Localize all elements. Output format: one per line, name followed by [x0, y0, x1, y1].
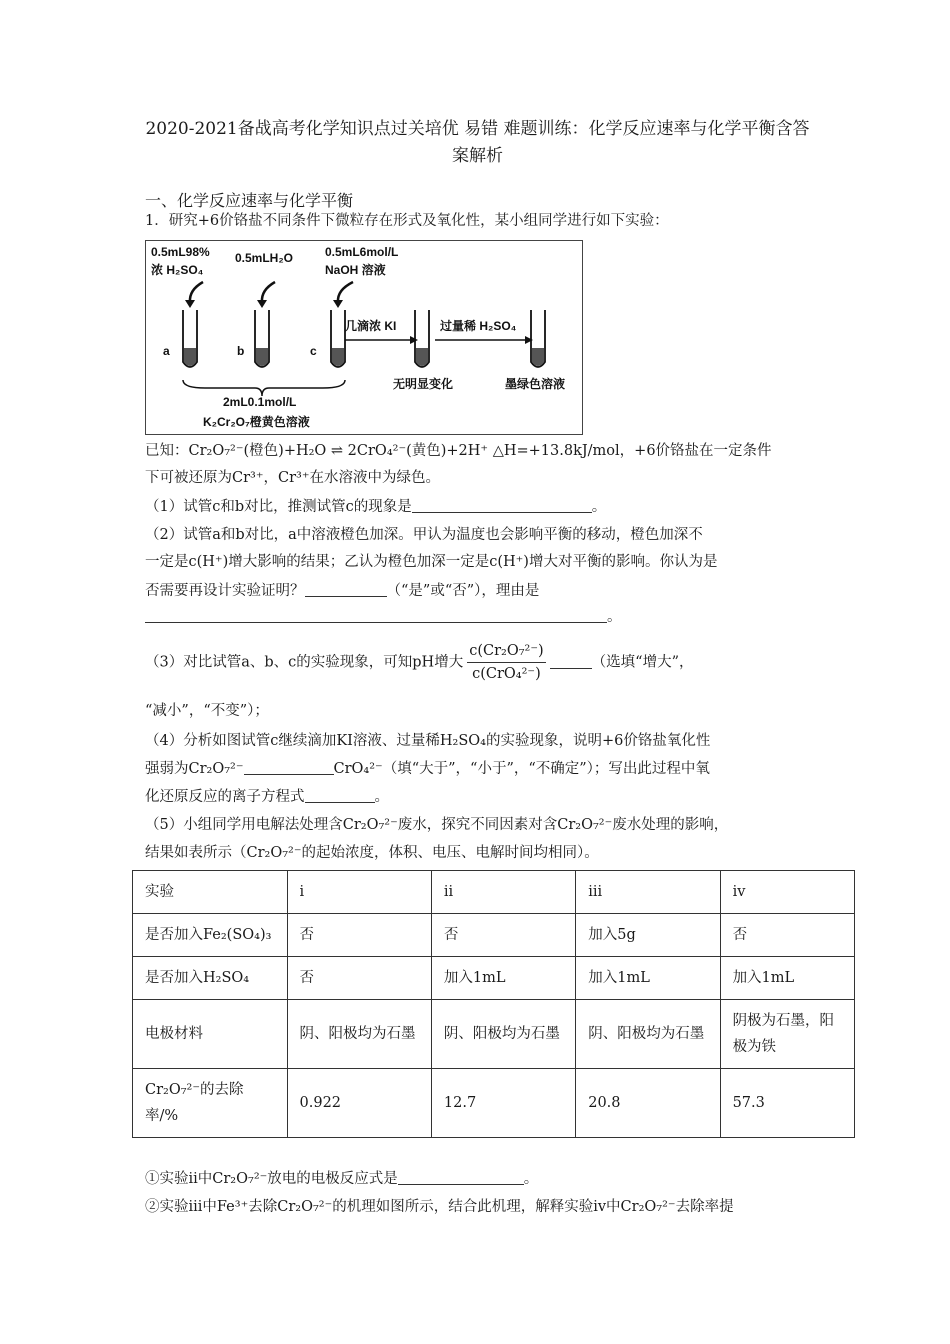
question-1-4-line2	[145, 756, 810, 783]
reagent-b: 0.5mLH₂O	[235, 251, 294, 265]
fraction-denominator: c(CrO₄²⁻)	[472, 666, 541, 682]
question-1-2-line2: 一定是c(H⁺)增大影响的结果；乙认为橙色加深一定是c(H⁺)增大对平衡的影响。你认为是	[145, 554, 718, 570]
answer-blank[interactable]	[305, 580, 387, 597]
drop-arrow-b	[262, 282, 275, 302]
fraction-numerator: c(Cr₂O₇²⁻)	[467, 640, 545, 663]
experiment-figure	[145, 240, 583, 435]
tube-c-label: c	[310, 344, 317, 358]
answer-blank[interactable]	[550, 652, 592, 669]
question-1-3-text2: （选填“增大”，	[591, 654, 694, 671]
table-header-cell: iv	[720, 871, 854, 914]
table-cell: 57.3	[720, 1069, 854, 1138]
table-cell: 加入1mL	[431, 957, 575, 1000]
answer-blank[interactable]	[145, 606, 607, 623]
answer-blank[interactable]	[244, 758, 334, 775]
table-cell: 12.7	[431, 1069, 575, 1138]
question-1-4-text: 强弱为Cr₂O₇²⁻	[145, 761, 244, 777]
drop-arrow-a	[190, 282, 203, 302]
question-1-3-text: （3）对比试管a、b、c的实验现象，可知pH增大	[145, 654, 464, 671]
table-row	[133, 914, 855, 957]
table-cell: 否	[720, 914, 854, 957]
arrow1-label: 几滴浓 KI	[345, 319, 397, 333]
reagent-c-line1: 0.5mL6mol/L	[325, 245, 399, 259]
tube-a-label: a	[163, 344, 170, 358]
question-1-5-line2: 结果如表所示（Cr₂O₇²⁻的起始浓度，体积、电压、电解时间均相同）。	[145, 845, 599, 861]
reagent-a-line1: 0.5mL98%	[151, 245, 210, 259]
table-header-row	[133, 871, 855, 914]
table-cell: 0.922	[287, 1069, 431, 1138]
table-cell: 否	[287, 957, 431, 1000]
base-line1: 2mL0.1mol/L	[223, 395, 297, 409]
table-header-cell: 实验	[133, 871, 288, 914]
question-1-2-text2: （“是”或“否”），理由是	[386, 583, 540, 599]
question-intro: 1．研究+6价铬盐不同条件下微粒存在形式及氧化性，某小组同学进行如下实验：	[145, 213, 669, 229]
base-line2: K₂Cr₂O₇橙黄色溶液	[203, 415, 310, 429]
table-cell: 电极材料	[133, 1000, 288, 1069]
table-cell: 阴、阳极均为石墨	[576, 1000, 720, 1069]
table-cell: 否	[431, 914, 575, 957]
question-1-5-1-text: ①实验ii中Cr₂O₇²⁻放电的电极反应式是	[145, 1171, 398, 1187]
table-header-cell: iii	[576, 871, 720, 914]
table-header-cell: i	[287, 871, 431, 914]
table-cell: 否	[287, 914, 431, 957]
period: 。	[523, 1171, 539, 1187]
question-1-2-line3	[145, 578, 810, 605]
question-1-5-1	[145, 1166, 810, 1193]
question-1-3-line1	[145, 640, 810, 685]
question-1-2-line1: （2）试管a和b对比，a中溶液橙色加深。甲认为温度也会影响平衡的移动，橙色加深不	[145, 527, 703, 543]
table-cell: 加入1mL	[576, 957, 720, 1000]
reagent-a-line2: 浓 H₂SO₄	[151, 263, 204, 277]
table-cell: 是否加入Fe₂(SO₄)₃	[133, 914, 288, 957]
answer-blank[interactable]	[398, 1168, 524, 1185]
result1-label: 无明显变化	[393, 377, 454, 391]
question-1-4-text3: 化还原反应的离子方程式	[145, 789, 305, 805]
period: 。	[591, 499, 607, 515]
period: 。	[607, 609, 622, 625]
table-row	[133, 1069, 855, 1138]
known-line1: 已知：Cr₂O₇²⁻(橙色)+H₂O ⇌ 2CrO₄²⁻(黄色)+2H⁺ △H=+13.8kJ/mol，+6价铬盐在一定条件	[145, 443, 772, 459]
question-1-2-text: 否需要再设计实验证明？	[145, 583, 305, 599]
question-1-4-line3	[145, 784, 810, 811]
drop-arrow-c	[338, 282, 353, 302]
brace	[183, 380, 345, 396]
table-cell: 阴极为石墨，阳极为铁	[720, 1000, 854, 1069]
question-1-2-line4	[145, 604, 810, 631]
question-1-4-text2: CrO₄²⁻（填“大于”，“小于”，“不确定”）；写出此过程中氧	[333, 761, 710, 777]
table-row	[133, 957, 855, 1000]
table-cell: 加入1mL	[720, 957, 854, 1000]
page-title: 2020-2021备战高考化学知识点过关培优 易错 难题训练：化学反应速率与化学平衡含答案解析	[145, 119, 810, 166]
reagent-c-line2: NaOH 溶液	[325, 263, 386, 277]
table-cell: 是否加入H₂SO₄	[133, 957, 288, 1000]
known-line2: 下可被还原为Cr³⁺，Cr³⁺在水溶液中为绿色。	[145, 470, 440, 486]
answer-blank[interactable]	[305, 786, 375, 803]
question-1-3-line2: “减小”，“不变”）；	[145, 703, 269, 719]
tube-b-label: b	[237, 344, 245, 358]
question-1-1	[145, 494, 810, 521]
period: 。	[374, 789, 389, 805]
section-title: 一、化学反应速率与化学平衡	[145, 191, 354, 210]
question-1-1-text: （1）试管c和b对比，推测试管c的现象是	[145, 499, 412, 515]
table-cell: 20.8	[576, 1069, 720, 1138]
table-cell: Cr₂O₇²⁻的去除率/%	[133, 1069, 288, 1138]
result2-label: 墨绿色溶液	[505, 377, 566, 391]
question-1-4-line1: （4）分析如图试管c继续滴加KI溶液、过量稀H₂SO₄的实验现象，说明+6价铬盐氧化性	[145, 733, 711, 749]
experiment-table	[132, 870, 855, 1138]
table-cell: 阴、阳极均为石墨	[431, 1000, 575, 1069]
answer-blank[interactable]	[412, 496, 592, 513]
table-row	[133, 1000, 855, 1069]
table-cell: 加入5g	[576, 914, 720, 957]
question-1-5-2: ②实验iii中Fe³⁺去除Cr₂O₇²⁻的机理如图所示，结合此机理，解释实验iv中Cr₂O₇²⁻去除率提	[145, 1199, 734, 1215]
question-1-5-line1: （5）小组同学用电解法处理含Cr₂O₇²⁻废水，探究不同因素对含Cr₂O₇²⁻废水处理的影响，	[145, 817, 729, 833]
concentration-fraction	[467, 640, 545, 685]
table-cell: 阴、阳极均为石墨	[287, 1000, 431, 1069]
arrow2-label: 过量稀 H₂SO₄	[440, 319, 517, 333]
table-header-cell: ii	[431, 871, 575, 914]
